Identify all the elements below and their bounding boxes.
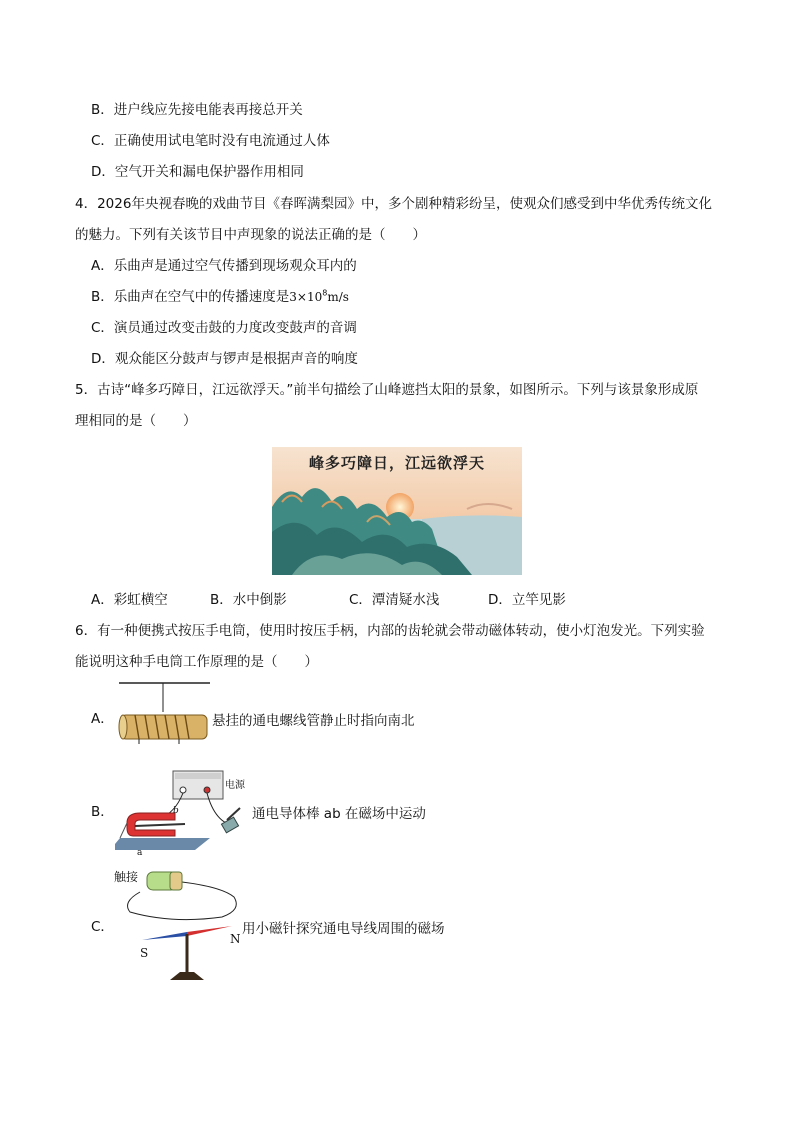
compass-wire-figure xyxy=(112,862,252,987)
landscape-painting xyxy=(272,447,522,575)
q4-option-c: C．演员通过改变击鼓的力度改变鼓声的音调 xyxy=(91,320,357,336)
q4-option-b-text: B．乐曲声在空气中的传播速度是 xyxy=(91,289,290,305)
q6-option-b-label: B． xyxy=(91,804,114,820)
q6-option-a-label: A． xyxy=(91,711,114,727)
q3-option-d: D．空气开关和漏电保护器作用相同 xyxy=(91,164,304,180)
q4-option-b xyxy=(91,287,349,307)
q3-option-c: C．正确使用试电笔时没有电流通过人体 xyxy=(91,133,330,149)
q4-option-a: A．乐曲声是通过空气传播到现场观众耳内的 xyxy=(91,258,357,274)
painting-poem-caption: 峰多巧障日，江远欲浮天 xyxy=(308,454,485,472)
compass-north-label: N xyxy=(230,932,241,946)
q4-option-d: D．观众能区分鼓声与锣声是根据声音的响度 xyxy=(91,351,358,367)
rod-end-b: b xyxy=(173,806,179,816)
q3-option-b: B．进户线应先接电能表再接总开关 xyxy=(91,102,303,118)
rod-end-a: a xyxy=(137,848,143,858)
q5-option-d: D．立竿见影 xyxy=(488,592,566,608)
q4-stem-line2: 的魅力。下列有关该节目中声现象的说法正确的是（ ） xyxy=(75,227,426,243)
q5-option-c: C．潭清疑水浅 xyxy=(349,592,440,608)
conductor-rod-figure xyxy=(115,768,255,858)
power-source-label: 电源 xyxy=(225,780,245,791)
q4-speed-exponent: 8 xyxy=(322,288,328,298)
solenoid-figure xyxy=(115,680,215,745)
q6-option-c-text: 用小磁针探究通电导线周围的磁场 xyxy=(242,921,445,937)
q4-speed-value: 3×10 xyxy=(289,290,323,304)
q6-option-b-text: 通电导体棒 ab 在磁场中运动 xyxy=(252,806,426,822)
touch-label: 触接 xyxy=(114,870,139,884)
q6-stem-line2: 能说明这种手电筒工作原理的是（ ） xyxy=(75,654,318,670)
q5-option-b: B．水中倒影 xyxy=(210,592,287,608)
q5-stem-line2: 理相同的是（ ） xyxy=(75,413,197,429)
q6-stem-line1: 6．有一种便携式按压手电筒，使用时按压手柄，内部的齿轮就会带动磁体转动，使小灯泡发光。下列实验 xyxy=(75,623,705,639)
q4-speed-unit: m/s xyxy=(327,290,349,304)
q4-stem-line1: 4．2026年央视春晚的戏曲节目《春晖满梨园》中，多个剧种精彩纷呈，使观众们感受到中华优秀传统文化 xyxy=(75,196,712,212)
q5-option-a: A．彩虹横空 xyxy=(91,592,168,608)
compass-south-label: S xyxy=(140,946,149,960)
q6-option-a-text: 悬挂的通电螺线管静止时指向南北 xyxy=(212,713,415,729)
q5-stem-line1: 5．古诗“峰多巧障日，江远欲浮天。”前半句描绘了山峰遮挡太阳的景象，如图所示。下列与该景象形成原 xyxy=(75,382,699,398)
q6-option-c-label: C． xyxy=(91,919,114,935)
